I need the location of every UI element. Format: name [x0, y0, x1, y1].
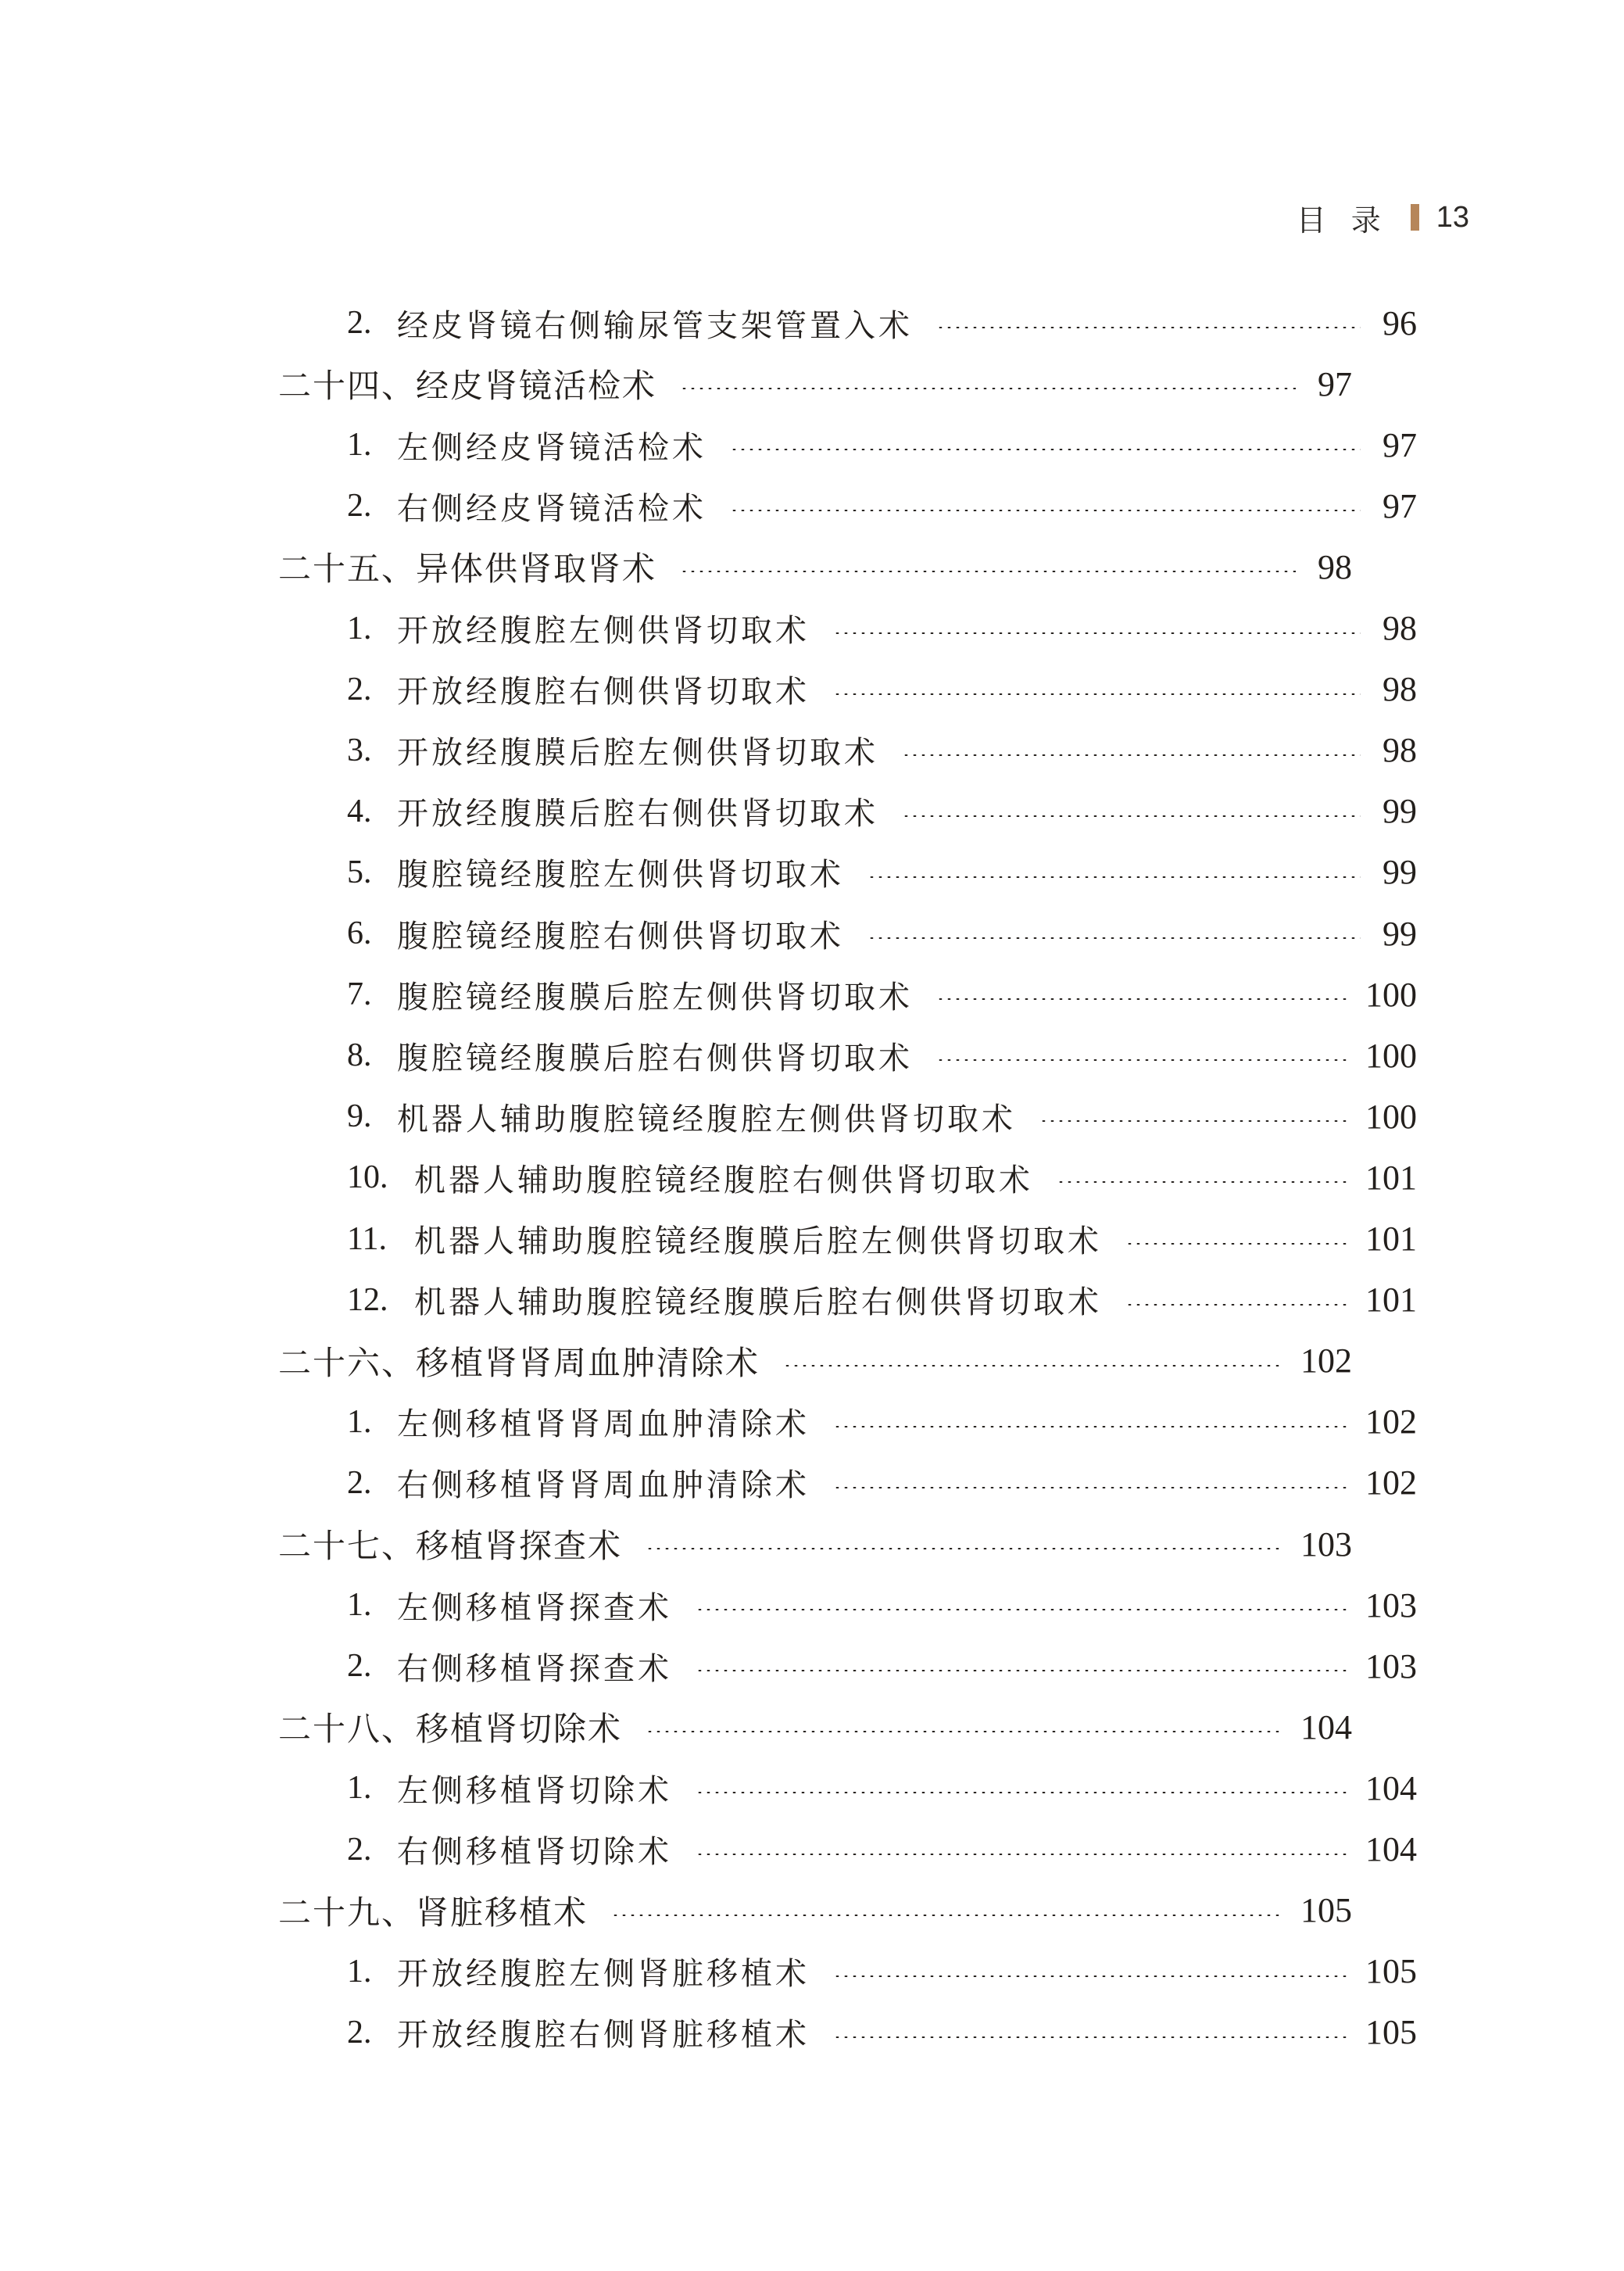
- dot-leader: [833, 693, 1361, 695]
- dot-leader: [646, 1731, 1282, 1732]
- toc-subentry[interactable]: [347, 1757, 1417, 1818]
- toc-section-entry[interactable]: [278, 353, 1352, 414]
- toc-entry-number: 1.: [347, 1403, 372, 1440]
- toc-entry-number: 2.: [347, 2014, 372, 2051]
- toc-page-number: 98: [1318, 547, 1352, 586]
- toc-entry-number: 2.: [347, 671, 372, 707]
- toc-page-number: 104: [1365, 1830, 1417, 1868]
- toc-entry-number: 2.: [347, 1831, 372, 1868]
- toc-subentry[interactable]: [347, 659, 1417, 720]
- toc-entry-title: 腹腔镜经腹膜后腔右侧供肾切取术: [397, 1040, 913, 1076]
- toc-entry-title: 左侧移植肾肾周血肿清除术: [397, 1406, 810, 1443]
- toc-entry-title: 开放经腹腔左侧肾脏移植术: [397, 1956, 810, 1993]
- toc-entry-number: 1.: [347, 610, 372, 647]
- toc-page-number: 101: [1365, 1158, 1417, 1197]
- toc-entry-number: 1.: [347, 1587, 372, 1624]
- toc-subentry[interactable]: [347, 475, 1417, 536]
- toc-entry-title: 机器人辅助腹腔镜经腹腔左侧供肾切取术: [397, 1101, 1016, 1137]
- toc-entry-number: 4.: [347, 793, 372, 829]
- toc-page-number: 105: [1300, 1891, 1352, 1930]
- toc-subentry[interactable]: [347, 903, 1417, 964]
- toc-page-number: 101: [1365, 1220, 1417, 1258]
- toc-page-number: 97: [1383, 425, 1417, 464]
- dot-leader: [646, 1548, 1282, 1549]
- dot-leader: [696, 1792, 1347, 1793]
- toc-page-number: 103: [1365, 1646, 1417, 1685]
- toc-page-number: 104: [1300, 1707, 1352, 1746]
- header-title: 目录: [1296, 202, 1406, 238]
- dot-leader: [833, 2036, 1347, 2038]
- toc-entry-title: 机器人辅助腹腔镜经腹膜后腔左侧供肾切取术: [414, 1223, 1102, 1259]
- dot-leader: [833, 1487, 1347, 1488]
- header-accent-bar: [1411, 204, 1419, 231]
- toc-subentry[interactable]: [347, 1941, 1417, 2002]
- toc-page-number: 99: [1383, 792, 1417, 831]
- toc-page-number: 104: [1365, 1768, 1417, 1807]
- toc-entry-number: 8.: [347, 1037, 372, 1074]
- toc-entry-number: 12.: [347, 1281, 388, 1318]
- toc-entry-title: 二十八、移植肾切除术: [278, 1710, 623, 1749]
- toc-entry-number: 11.: [347, 1220, 387, 1257]
- toc-entry-title: 二十六、移植肾肾周血肿清除术: [278, 1343, 760, 1382]
- dot-leader: [833, 1426, 1347, 1427]
- dot-leader: [1039, 1120, 1347, 1122]
- dot-leader: [680, 571, 1296, 572]
- toc-section-entry[interactable]: [278, 536, 1352, 597]
- toc-entry-number: 3.: [347, 732, 372, 768]
- toc-entry-number: 1.: [347, 427, 372, 464]
- dot-leader: [867, 876, 1361, 878]
- toc-subentry[interactable]: [347, 1819, 1417, 1880]
- toc-entry-title: 右侧移植肾肾周血肿清除术: [397, 1467, 810, 1504]
- toc-subentry[interactable]: [347, 414, 1417, 475]
- toc-entry-title: 开放经腹腔右侧供肾切取术: [397, 674, 810, 711]
- dot-leader: [730, 510, 1361, 511]
- toc-entry-title: 机器人辅助腹腔镜经腹膜后腔右侧供肾切取术: [414, 1284, 1102, 1321]
- dot-leader: [696, 1854, 1347, 1855]
- dot-leader: [680, 388, 1296, 389]
- toc-entry-number: 6.: [347, 915, 372, 951]
- toc-subentry[interactable]: [347, 1453, 1417, 1513]
- toc-entry-number: 7.: [347, 976, 372, 1013]
- toc-page-number: 100: [1365, 1036, 1417, 1075]
- toc-page-number: 100: [1365, 1097, 1417, 1136]
- toc-page-number: 99: [1383, 914, 1417, 953]
- dot-leader: [1125, 1243, 1347, 1245]
- header-page-number: 13: [1436, 200, 1469, 234]
- toc-subentry[interactable]: [347, 1270, 1417, 1331]
- toc-page-number: 102: [1365, 1463, 1417, 1503]
- toc-entry-title: 左侧移植肾切除术: [397, 1772, 672, 1809]
- toc-entry-title: 机器人辅助腹腔镜经腹腔右侧供肾切取术: [414, 1162, 1033, 1198]
- toc-subentry[interactable]: [347, 1635, 1417, 1696]
- toc-page-number: 103: [1300, 1524, 1352, 1564]
- toc-entry-title: 二十七、移植肾探查术: [278, 1527, 623, 1565]
- toc-entry-number: 9.: [347, 1098, 372, 1135]
- toc-entry-title: 开放经腹膜后腔右侧供肾切取术: [397, 796, 878, 833]
- toc-page-number: 100: [1365, 975, 1417, 1014]
- toc-subentry[interactable]: [347, 1025, 1417, 1086]
- dot-leader: [936, 327, 1361, 328]
- toc-entry-number: 1.: [347, 1953, 372, 1990]
- toc-subentry[interactable]: [347, 842, 1417, 903]
- toc-entry-number: 2.: [347, 1648, 372, 1685]
- toc-subentry[interactable]: [347, 2002, 1417, 2063]
- toc-page-number: 97: [1383, 486, 1417, 525]
- dot-leader: [611, 1915, 1282, 1916]
- toc-page-number: 103: [1365, 1585, 1417, 1624]
- toc-section-entry[interactable]: [278, 1696, 1352, 1757]
- toc-entry-title: 二十九、肾脏移植术: [278, 1893, 588, 1932]
- dot-leader: [902, 754, 1361, 756]
- toc-entry-title: 开放经腹腔右侧肾脏移植术: [397, 2017, 810, 2054]
- toc-entry-title: 经皮肾镜右侧输尿管支架管置入术: [397, 307, 913, 344]
- toc-entry-number: 10.: [347, 1159, 388, 1196]
- toc-subentry[interactable]: [347, 598, 1417, 659]
- toc-page-number: 98: [1383, 670, 1417, 709]
- toc-entry-title: 开放经腹腔左侧供肾切取术: [397, 613, 810, 649]
- toc-page-number: 101: [1365, 1281, 1417, 1320]
- toc-entry-number: 2.: [347, 305, 372, 341]
- toc-section-entry[interactable]: [278, 1880, 1352, 1941]
- dot-leader: [902, 815, 1361, 817]
- dot-leader: [783, 1365, 1282, 1367]
- toc-subentry[interactable]: [347, 1086, 1417, 1147]
- toc-entry-title: 腹腔镜经腹膜后腔左侧供肾切取术: [397, 979, 913, 1016]
- toc-entry-title: 右侧移植肾切除术: [397, 1834, 672, 1870]
- toc-page-number: 102: [1300, 1341, 1352, 1381]
- dot-leader: [867, 937, 1361, 939]
- toc-subentry[interactable]: [347, 1209, 1417, 1270]
- toc-entry-number: 2.: [347, 1464, 372, 1501]
- dot-leader: [936, 998, 1347, 1000]
- toc-subentry[interactable]: [347, 720, 1417, 781]
- dot-leader: [833, 1975, 1347, 1977]
- toc-entry-title: 腹腔镜经腹腔右侧供肾切取术: [397, 918, 844, 955]
- toc-entry-title: 二十五、异体供肾取肾术: [278, 550, 657, 589]
- toc-subentry[interactable]: [347, 781, 1417, 842]
- toc-subentry[interactable]: [347, 1392, 1417, 1453]
- toc-page-number: 97: [1318, 364, 1352, 403]
- toc-entry-title: 腹腔镜经腹腔左侧供肾切取术: [397, 857, 844, 894]
- toc-entry-title: 右侧移植肾探查术: [397, 1650, 672, 1687]
- toc-entry-title: 二十四、经皮肾镜活检术: [278, 367, 657, 406]
- toc-entry-number: 2.: [347, 488, 372, 525]
- toc-entry-title: 右侧经皮肾镜活检术: [397, 490, 706, 527]
- toc-section-entry[interactable]: [278, 1513, 1352, 1574]
- dot-leader: [833, 632, 1361, 634]
- dot-leader: [696, 1609, 1347, 1610]
- dot-leader: [1057, 1181, 1347, 1183]
- toc-page-number: 98: [1383, 731, 1417, 770]
- dot-leader: [696, 1670, 1347, 1671]
- toc-page-number: 105: [1365, 1952, 1417, 1991]
- toc-page-number: 96: [1383, 303, 1417, 342]
- dot-leader: [1125, 1304, 1347, 1306]
- toc-section-entry[interactable]: [278, 1331, 1352, 1392]
- toc-page-number: 98: [1383, 609, 1417, 647]
- toc-entry-title: 左侧经皮肾镜活检术: [397, 429, 706, 466]
- toc-subentry[interactable]: [347, 1147, 1417, 1208]
- toc-subentry[interactable]: [347, 964, 1417, 1025]
- toc-entry-title: 开放经腹膜后腔左侧供肾切取术: [397, 735, 878, 772]
- running-header: [1297, 194, 1469, 241]
- toc-entry-number: 1.: [347, 1770, 372, 1807]
- toc-subentry[interactable]: [347, 1574, 1417, 1635]
- toc-entry-number: 5.: [347, 854, 372, 890]
- toc-page-number: 102: [1365, 1402, 1417, 1442]
- toc-subentry[interactable]: [347, 292, 1417, 353]
- toc-page-number: 105: [1365, 2013, 1417, 2052]
- toc-page-number: 99: [1383, 853, 1417, 892]
- dot-leader: [730, 449, 1361, 450]
- dot-leader: [936, 1059, 1347, 1061]
- toc-entry-title: 左侧移植肾探查术: [397, 1589, 672, 1626]
